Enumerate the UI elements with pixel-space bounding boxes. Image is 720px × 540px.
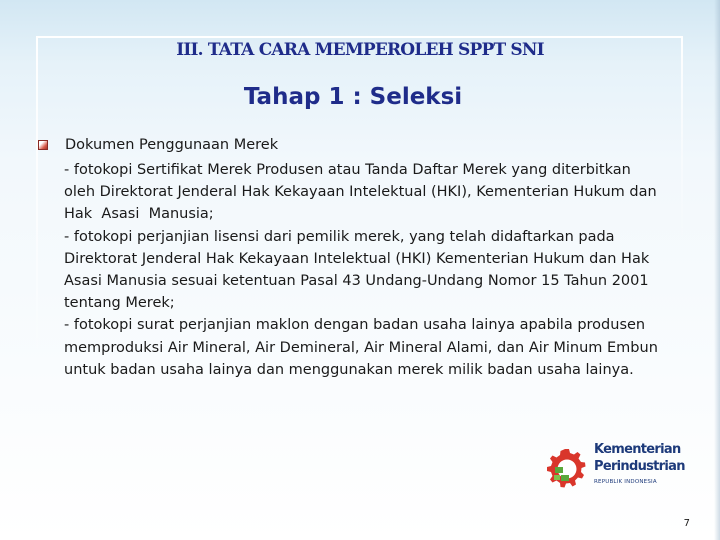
text-line: - fotokopi surat perjanjian maklon dengan badan usaha lainya apabila produsen	[64, 317, 646, 334]
right-edge-shadow	[714, 0, 720, 540]
text-line: - fotokopi Sertifikat Merek Produsen atau Tanda Daftar Merek yang diterbitkan	[64, 162, 631, 178]
kementerian-perindustrian-logo	[543, 440, 683, 494]
paragraph-license-agreement	[64, 226, 694, 315]
logo-text-perindustrian: Perindustrian	[594, 459, 685, 474]
paragraph-maklon-agreement	[64, 314, 694, 381]
slide-subtitle: Tahap 1 : Seleksi	[243, 84, 463, 110]
text-line: Direktorat Jenderal Hak Kekayaan Intelektual (HKI) Kementerian Hukum dan Hak	[64, 250, 650, 267]
text-line: Hak Asasi Manusia;	[64, 206, 214, 223]
gear-logo-icon	[543, 445, 591, 493]
logo-text-republik-indonesia: REPUBLIK INDONESIA	[594, 479, 657, 485]
square-bullet-icon	[38, 140, 48, 150]
text-line: Asasi Manusia sesuai ketentuan Pasal 43 Undang-Undang Nomor 15 Tahun 2001	[64, 273, 649, 290]
slide-title: III. TATA CARA MEMPEROLEH SPPT SNI	[176, 40, 544, 60]
paragraph-trademark-certificate	[64, 159, 694, 226]
page-number: 7	[683, 518, 690, 529]
bullet-heading: Dokumen Penggunaan Merek	[65, 137, 279, 153]
text-line: memproduksi Air Mineral, Air Demineral, Air Mineral Alami, dan Air Minum Embun	[64, 339, 658, 356]
logo-text-kementerian: Kementerian	[594, 442, 681, 457]
body-text	[64, 159, 694, 381]
text-line: untuk badan usaha lainya dan menggunakan merek milik badan usaha lainya.	[64, 361, 634, 378]
frame-line-top	[37, 36, 682, 38]
text-line: - fotokopi perjanjian lisensi dari pemilik merek, yang telah didaftarkan pada	[64, 228, 615, 245]
text-line: tentang Merek;	[64, 295, 175, 312]
text-line: oleh Direktorat Jenderal Hak Kekayaan Intelektual (HKI), Kementerian Hukum dan	[64, 184, 657, 201]
